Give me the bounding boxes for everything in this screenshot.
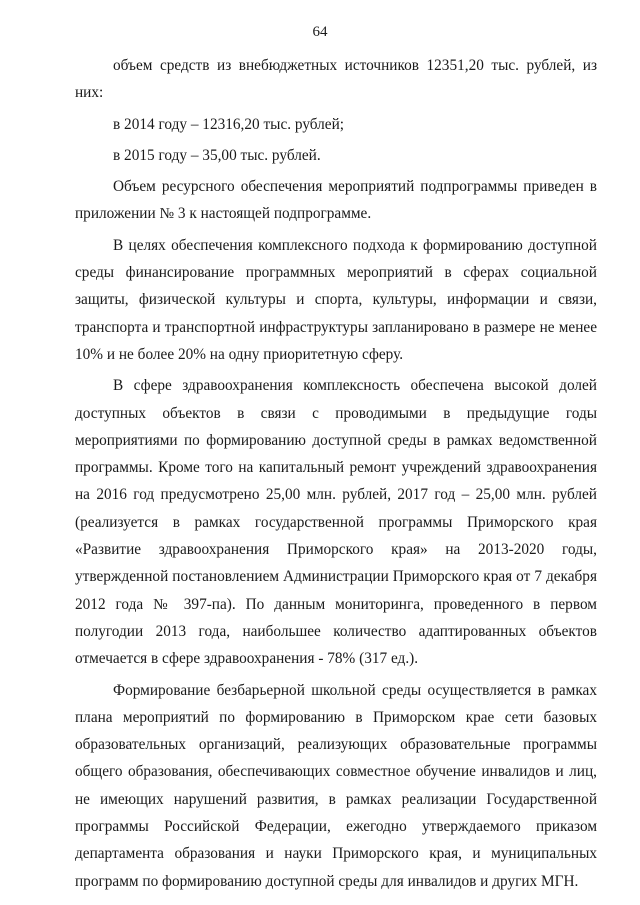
page-number: 64 bbox=[312, 24, 328, 40]
body-text bbox=[75, 52, 597, 895]
paragraph-2015-funds: в 2015 году – 35,00 тыс. рублей. bbox=[113, 146, 321, 164]
paragraph-resource-support: Объем ресурсного обеспечения мероприятий подпрограммы приведен в приложении № 3 к настоящей подпрограмме. bbox=[75, 178, 597, 223]
paragraph-healthcare: В сфере здравоохранения комплексность обеспечена высокой долей доступных объектов в связи с проводимыми в предыдущие годы мероприятиями по формированию доступной среды в рамках ведомственной программы. Кроме того на капитальный ремонт учреждений здравоохранения на 2016 год предусмотрено 25,00 млн. рублей, 2017 год – 25,00 млн. рублей (реализуется в рамках государственной программы Приморского края «Развитие здравоохранения Приморского края» на 2013-2020 годы, утвержденной постановлением Администрации Приморского края от 7 декабря 2012 года № 397-па). По данным мониторинга, проведенного в первом полугодии 2013 года, наибольшее количество адаптированных объектов отмечается в сфере здравоохранения - 78% (317 ед.). bbox=[75, 377, 597, 668]
paragraph-extrabudgetary-funds: объем средств из внебюджетных источников 12351,20 тыс. рублей, из них: bbox=[75, 57, 597, 102]
paragraph-2014-funds: в 2014 году – 12316,20 тыс. рублей; bbox=[113, 115, 345, 133]
paragraph-comprehensive-approach: В целях обеспечения комплексного подхода к формированию доступной среды финансирование программных мероприятий в сферах социальной защиты, физической культуры и спорта, культуры, информации и связи, транспорта и транспортной инфраструктуры запланировано в размере не менее 10% и не более 20% на одну приоритетную сферу. bbox=[75, 236, 597, 363]
paragraph-school-environment: Формирование безбарьерной школьной среды осуществляется в рамках плана мероприятий по формированию в Приморском крае сети базовых образовательных организаций, реализующих образовательные программы общего образования, обеспечивающих совместное обучение инвалидов и лиц, не имеющих нарушений развития, в рамках реализации Государственной программы Российской Федерации, ежегодно утверждаемого приказом департамента образования и науки Приморского края, и муниципальных программ по формированию доступной среды для инвалидов и других МГН. bbox=[75, 681, 597, 890]
